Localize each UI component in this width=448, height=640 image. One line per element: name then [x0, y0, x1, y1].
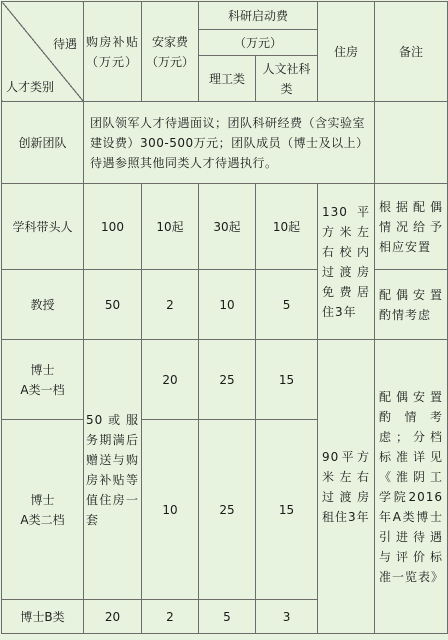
doctor-a1-science: 25	[199, 340, 256, 420]
talent-benefits-table	[1, 1, 448, 634]
row-label-leader: 学科带头人	[2, 184, 84, 270]
leader-science: 30起	[199, 184, 256, 270]
doctor-b-science: 5	[199, 600, 256, 634]
leader-humanities: 10起	[256, 184, 318, 270]
housing-doctor: 90平方米左右过渡房租住3年	[318, 340, 375, 634]
leader-settling: 10起	[142, 184, 199, 270]
header-housing-subsidy: 购房补贴（万元）	[84, 2, 142, 102]
housing-senior: 130平方米左右校内过渡房免费居住3年	[318, 184, 375, 340]
corner-header-bottom: 人才类别	[6, 80, 55, 94]
innovation-team-notes	[375, 102, 448, 184]
row-label-innovation-team: 创新团队	[2, 102, 84, 184]
header-research-fund: 科研启动费	[199, 2, 318, 30]
doctor-a1-humanities: 15	[256, 340, 318, 420]
innovation-team-text: 团队领军人才待遇面议；团队科研经费（含实验室建设费）300-500万元；团队成员（博士及以上）待遇参照其他同类人才待遇执行。	[84, 102, 375, 184]
doctor-b-humanities: 3	[256, 600, 318, 634]
notes-leader: 根据配偶情况给予相应安置	[375, 184, 448, 270]
leader-subsidy: 100	[84, 184, 142, 270]
notes-doctor: 配偶安置酌情考虑；分档标准详见《淮阴工学院2016年A类博士引进待遇与评价标准一览表》	[375, 340, 448, 634]
row-label-professor: 教授	[2, 270, 84, 340]
corner-header-top: 待遇	[52, 37, 77, 51]
professor-subsidy: 50	[84, 270, 142, 340]
professor-science: 10	[199, 270, 256, 340]
header-settling-fee: 安家费（万元）	[142, 2, 199, 102]
header-notes: 备注	[375, 2, 448, 102]
row-label-doctor-a2: 博士 A类二档	[2, 420, 84, 600]
header-housing: 住房	[318, 2, 375, 102]
professor-humanities: 5	[256, 270, 318, 340]
doctor-a2-humanities: 15	[256, 420, 318, 600]
doctor-b-subsidy: 20	[84, 600, 142, 634]
doctor-a2-science: 25	[199, 420, 256, 600]
doctor-a1-settling: 20	[142, 340, 199, 420]
row-label-doctor-b: 博士B类	[2, 600, 84, 634]
header-science: 理工类	[199, 56, 256, 102]
header-humanities: 人文社科类	[256, 56, 318, 102]
doctor-a-subsidy: 50或服务期满后赠送与购房补贴等值住房一套	[84, 340, 142, 600]
doctor-a2-settling: 10	[142, 420, 199, 600]
row-label-doctor-a1: 博士 A类一档	[2, 340, 84, 420]
professor-settling: 2	[142, 270, 199, 340]
corner-header-cell	[2, 2, 84, 102]
header-research-unit: （万元）	[199, 30, 318, 56]
doctor-b-settling: 2	[142, 600, 199, 634]
notes-professor: 配偶安置酌情考虑	[375, 270, 448, 340]
